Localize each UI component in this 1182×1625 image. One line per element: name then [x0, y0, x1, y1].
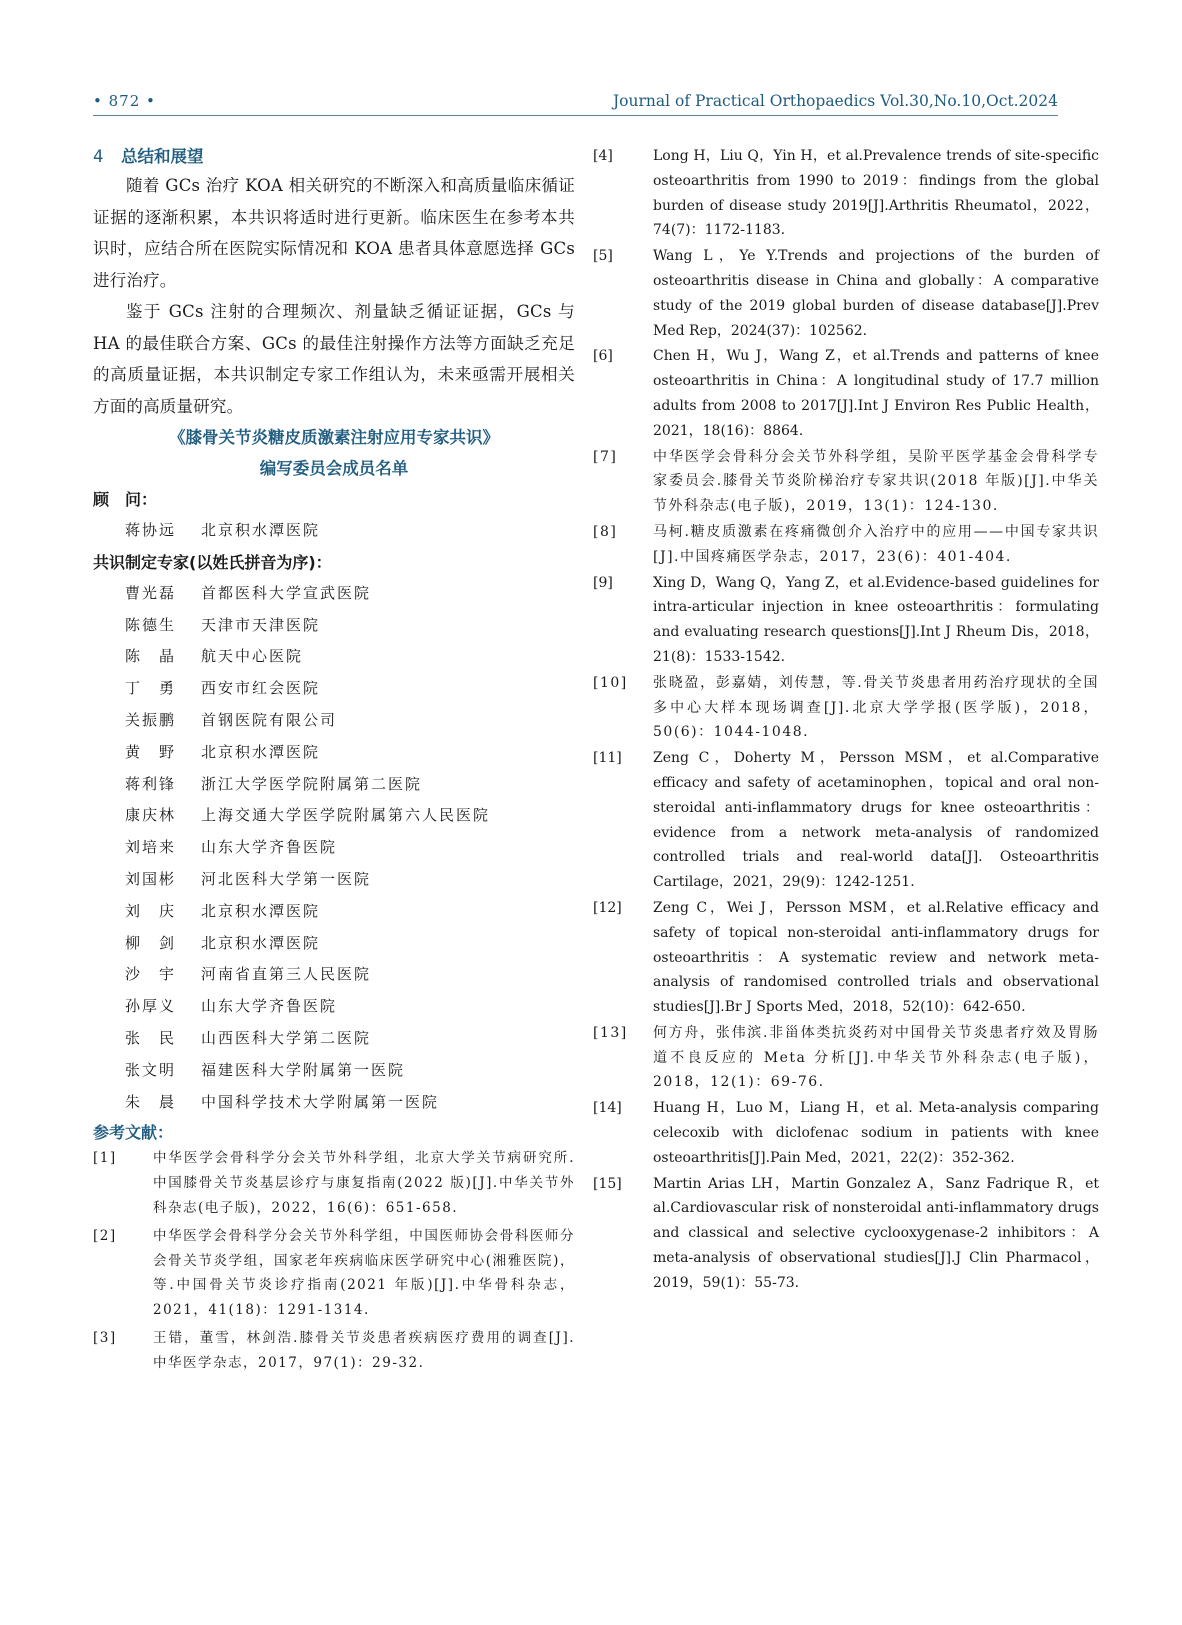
header-rule — [93, 115, 1058, 116]
reference-text: Chen H，Wu J，Wang Z，et al.Trends and patterns of knee osteoarthritis in China：A longitudinal study of 17.7 million adults from 2008 to 2017[J].Int J Environ Res Public Health，2021，18(16)：8864. — [653, 348, 1099, 439]
member-affiliation: 北京积水潭医院 — [201, 933, 321, 952]
member-affiliation: 西安市红会医院 — [201, 679, 321, 698]
advisor-label: 顾 问： — [93, 490, 158, 509]
page-number: • 872 • — [93, 92, 156, 110]
experts-label: 共识制定专家(以姓氏拼音为序)： — [93, 552, 332, 572]
left-column — [93, 144, 575, 1379]
reference-number: [13] — [593, 1024, 628, 1041]
reference-text: Wang L，Ye Y.Trends and projections of the burden of osteoarthritis disease in China and globally：A comparative study of the 2019 global burden of disease database[J].Prev Med Rep，2024(37)：102562. — [653, 248, 1099, 339]
reference-text: Martin Arias LH，Martin Gonzalez A，Sanz Fadrique R，et al.Cardiovascular risk of nonsteroidal anti-inflammatory drugs and classical and selective cyclooxygenase-2 inhibitors：A meta-analysis of observational studies[J].J Clin Pharmacol，2019，59(1)：55-73. — [653, 1175, 1099, 1291]
member-name: 黄 野 — [125, 742, 177, 761]
member-row — [93, 928, 575, 960]
reference-number: [15] — [593, 1175, 622, 1192]
reference-entry — [93, 1146, 575, 1220]
reference-number: [11] — [593, 750, 622, 767]
member-affiliation: 北京积水潭医院 — [201, 521, 321, 539]
reference-number: [1] — [93, 1150, 117, 1167]
reference-entry — [593, 344, 1099, 443]
member-affiliation: 山西医科大学第二医院 — [201, 1028, 372, 1047]
reference-entry — [593, 244, 1099, 343]
member-name: 孙厚义 — [125, 997, 177, 1016]
member-row — [93, 1087, 575, 1119]
expert-list — [93, 578, 575, 1119]
reference-entry — [593, 1172, 1099, 1296]
member-affiliation: 天津市天津医院 — [201, 615, 321, 634]
reference-number: [7] — [593, 448, 618, 465]
member-row — [93, 610, 575, 642]
member-name: 蒋利锋 — [125, 774, 177, 793]
member-row — [93, 864, 575, 896]
member-row — [93, 705, 575, 737]
member-affiliation: 浙江大学医学院附属第二医院 — [201, 774, 423, 793]
member-affiliation: 北京积水潭医院 — [201, 901, 321, 920]
member-row — [93, 991, 575, 1023]
reference-entry — [593, 896, 1099, 1020]
reference-number: [2] — [93, 1227, 117, 1244]
reference-text: 何方舟，张伟滨.非甾体类抗炎药对中国骨关节炎患者疗效及胃肠道不良反应的 Meta 分析[J].中华关节外科杂志(电子版)，2018，12(1)：69-76. — [653, 1024, 1099, 1091]
member-affiliation: 中国科学技术大学附属第一医院 — [201, 1092, 440, 1111]
member-affiliation: 北京积水潭医院 — [201, 742, 321, 761]
member-row — [93, 1023, 575, 1055]
section-heading — [93, 144, 575, 170]
member-name: 刘培来 — [125, 838, 177, 857]
member-name: 张 民 — [125, 1028, 177, 1047]
member-row — [93, 1055, 575, 1087]
reference-number: [14] — [593, 1100, 622, 1117]
reference-text: 张晓盈，彭嘉婧，刘传慧，等.骨关节炎患者用药治疗现状的全国多中心大样本现场调查[J].北京大学学报(医学版)，2018，50(6)：1044-1048. — [653, 674, 1099, 741]
reference-entry — [593, 571, 1099, 670]
reference-number: [4] — [593, 148, 613, 164]
reference-entry — [93, 1224, 575, 1323]
member-name: 康庆林 — [125, 806, 177, 825]
reference-entry — [93, 1326, 575, 1376]
reference-number: [3] — [93, 1329, 117, 1346]
member-row — [93, 896, 575, 928]
reference-text: 王错，董雪，林剑浩.膝骨关节炎患者疾病医疗费用的调查[J].中华医学杂志，2017，97(1)：29-32. — [153, 1329, 575, 1371]
member-name: 柳 剑 — [125, 933, 177, 952]
reference-number: [10] — [593, 674, 628, 691]
member-row — [93, 800, 575, 832]
reference-text: Xing D，Wang Q，Yang Z，et al.Evidence-based guidelines for intra-articular injection in knee osteoarthritis：formulating and evaluating research questions[J].Int J Rheum Dis，2018，21(8)：1533-1542. — [653, 574, 1099, 665]
reference-text: Long H，Liu Q，Yin H，et al.Prevalence trends of site-specific osteoarthritis from 1990 to 2019：findings from the global burden of disease study 2019[J].Arthritis Rheumatol，2022，74(7)：1172-1183. — [653, 148, 1099, 239]
member-row — [93, 515, 575, 547]
member-name: 张文明 — [125, 1060, 177, 1079]
advisor-list — [93, 515, 575, 547]
reference-number: [9] — [593, 574, 613, 591]
roster-subtitle: 编写委员会成员名单 — [259, 459, 409, 478]
member-name: 刘 庆 — [125, 901, 177, 920]
member-row — [93, 959, 575, 991]
reference-entry — [593, 520, 1099, 570]
right-column — [593, 144, 1099, 1297]
reference-text: 中华医学会骨科学分会关节外科学组，中国医师协会骨科医师分会骨关节炎学组，国家老年疾病临床医学研究中心(湘雅医院)，等.中国骨关节炎诊疗指南(2021 年版)[J].中华骨科杂志，2021，41(18)：1291-1314. — [153, 1227, 575, 1319]
reference-text: 马柯.糖皮质激素在疼痛微创介入治疗中的应用——中国专家共识[J].中国疼痛医学杂志，2017，23(6)：401-404. — [653, 523, 1099, 565]
reference-number: [6] — [593, 348, 613, 365]
member-affiliation: 福建医科大学附属第一医院 — [201, 1060, 406, 1079]
member-affiliation: 山东大学齐鲁医院 — [201, 838, 338, 857]
member-row — [93, 832, 575, 864]
member-affiliation: 首钢医院有限公司 — [201, 710, 338, 729]
reference-entry — [593, 1021, 1099, 1095]
member-affiliation: 上海交通大学医学院附属第六人民医院 — [201, 806, 491, 825]
section-title: 总结和展望 — [121, 147, 204, 166]
member-affiliation: 航天中心医院 — [201, 647, 304, 666]
member-name: 陈 晶 — [125, 647, 177, 666]
reference-entry — [593, 1096, 1099, 1170]
reference-text: 中华医学会骨科分会关节外科学组，吴阶平医学基金会骨科学专家委员会.膝骨关节炎阶梯治疗专家共识(2018 年版)[J].中华关节外科杂志(电子版)，2019，13(1)：124-130. — [653, 448, 1099, 515]
reference-entry — [593, 746, 1099, 895]
member-name: 丁 勇 — [125, 679, 177, 698]
member-affiliation: 河北医科大学第一医院 — [201, 869, 372, 888]
reference-list-right — [593, 144, 1099, 1296]
roster-title: 《膝骨关节炎糖皮质激素注射应用专家共识》 — [169, 428, 499, 447]
member-name: 曹光磊 — [125, 583, 177, 602]
reference-text: 中华医学会骨科学分会关节外科学组，北京大学关节病研究所.中国膝骨关节炎基层诊疗与康复指南(2022 版)[J].中华关节外科杂志(电子版)，2022，16(6)：651-658. — [153, 1150, 575, 1216]
member-row — [93, 673, 575, 705]
member-name: 沙 宇 — [125, 965, 177, 984]
reference-list-left — [93, 1146, 575, 1375]
member-name: 陈德生 — [125, 615, 177, 634]
reference-number: [12] — [593, 899, 622, 916]
member-name: 朱 晨 — [125, 1092, 177, 1111]
member-affiliation: 首都医科大学宣武医院 — [201, 583, 372, 602]
member-row — [93, 578, 575, 610]
member-row — [93, 641, 575, 673]
member-name: 蒋协远 — [125, 521, 177, 539]
reference-entry — [593, 144, 1099, 243]
paragraph: 鉴于 GCs 注射的合理频次、剂量缺乏循证证据，GCs 与 HA 的最佳联合方案、GCs 的最佳注射操作方法等方面缺乏充足的高质量证据，本共识制定专家工作组认为，未来亟需开展相关方面的高质量研究。 — [93, 302, 575, 416]
reference-entry — [593, 445, 1099, 519]
member-row — [93, 737, 575, 769]
reference-number: [5] — [593, 248, 613, 265]
reference-text: Zeng C，Doherty M，Persson MSM，et al.Comparative efficacy and safety of acetaminophen，topical and oral non-steroidal anti-inflammatory drugs for knee osteoarthritis：evidence from a network meta-analysis of randomized controlled trials and real-world data[J]. Osteoarthritis Cartilage，2021，29(9)：1242-1251. — [653, 750, 1099, 891]
references-heading: 参考文献： — [93, 1123, 174, 1143]
reference-text: Zeng C，Wei J，Persson MSM，et al.Relative efficacy and safety of topical non-steroidal anti-inflammatory drugs for osteoarthritis：A systematic review and network meta-analysis of randomised controlled trials and observational studies[J].Br J Sports Med，2018，52(10)：642-650. — [653, 899, 1099, 1016]
journal-header: Journal of Practical Orthopaedics Vol.30,No.10,Oct.2024 — [612, 92, 1058, 110]
member-name: 刘国彬 — [125, 869, 177, 888]
reference-text: Huang H，Luo M，Liang H，et al. Meta-analysis comparing celecoxib with diclofenac sodium in patients with knee osteoarthritis[J].Pain Med，2021，22(2)：352-362. — [653, 1100, 1099, 1166]
reference-entry — [593, 671, 1099, 745]
section-number: 4 — [93, 147, 104, 166]
member-affiliation: 山东大学齐鲁医院 — [201, 997, 338, 1016]
member-affiliation: 河南省直第三人民医院 — [201, 965, 372, 984]
reference-number: [8] — [593, 523, 618, 540]
member-name: 关振鹏 — [125, 710, 177, 729]
member-row — [93, 769, 575, 801]
paragraph: 随着 GCs 治疗 KOA 相关研究的不断深入和高质量临床循证证据的逐渐积累，本共识将适时进行更新。临床医生在参考本共识时，应结合所在医院实际情况和 KOA 患者具体意愿选择 GCs 进行治疗。 — [93, 176, 575, 290]
